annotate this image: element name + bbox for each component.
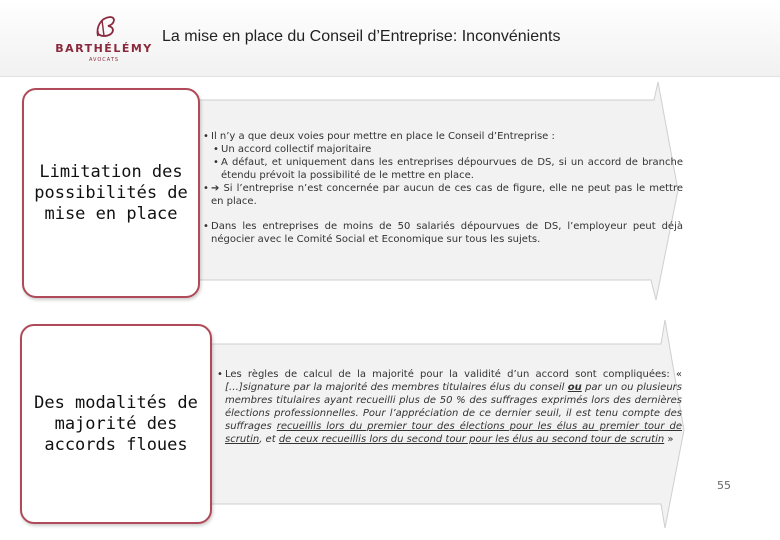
- logo-name: BARTHÉLÉMY: [55, 42, 153, 55]
- section2-text-2: […]signature par la majorité des membres titulaires élus du conseil: [225, 382, 568, 393]
- section2-text-7: de ceux recueillis lors du second tour pour les élus au second tour de scrutin: [278, 434, 665, 445]
- section1-content: • Il n’y a que deux voies pour mettre en place le Conseil d’Entreprise : • Un accord collectif majoritaire • A défaut, et uniquement dans les entreprises dépourvues de DS, si un accord de branche étendu prévoit la possibilité de le mettre en place. • ➔ Si l’entreprise n’est concernée par aucun de ces cas de figure, elle ne peut pas le mettre en place. • Dans les entreprises de moins de 50 salariés dépourvues de DS, l’employeur peut déjà négocier avec le Comité Social et Economique sur tous les sujets.: [203, 131, 683, 245]
- section2-text-1: Les règles de calcul de la majorité pour la validité d’un accord sont compliquées: «: [225, 369, 682, 380]
- section2-content: • Les règles de calcul de la majorité pour la validité d’un accord sont compliquées: « […]signature par la majorité des membres titulaires élus du conseil ou par un ou plusieurs membres titulaires ayant recueilli plus de 50 % des suffrages exprimés lors des dernières élections professionnelles. Pour l’appréciation de ce dernier seuil, il est tenu compte des suffrages recueillis lors du premier tour des élections pour les élus au premier tour de scrutin, et de ceux recueillis lors du second tour pour les élus au second tour de scrutin »: [217, 369, 682, 445]
- section1-sub-1: Un accord collectif majoritaire: [221, 144, 372, 155]
- arrow-right-icon: ➔: [211, 183, 220, 194]
- section1-bullet-2: Dans les entreprises de moins de 50 salariés dépourvues de DS, l’employeur peut déjà négocier avec le Comité Social et Economique sur tous les sujets.: [211, 221, 683, 245]
- section2-text-6: , et: [259, 434, 279, 445]
- header-bar: [0, 0, 780, 77]
- page-number: 55: [717, 479, 731, 492]
- section2-label-box: [20, 324, 212, 524]
- section1-label-box: [22, 88, 200, 298]
- section1-bullet-1: Il n’y a que deux voies pour mettre en place le Conseil d’Entreprise :: [211, 131, 555, 142]
- section1-label: Limitation des possibilités de mise en place: [34, 161, 188, 224]
- slide-title: La mise en place du Conseil d’Entreprise: Inconvénients: [162, 28, 561, 45]
- section1-sub-2: A défaut, et uniquement dans les entreprises dépourvues de DS, si un accord de branche étendu prévoit la possibilité de le mettre en place.: [221, 157, 683, 181]
- section2-label: Des modalités de majorité des accords floues: [34, 392, 198, 455]
- section2-text-8: »: [664, 434, 674, 445]
- section2-text-5: recueillis lors du premier tour des élections pour les élus au premier tour de scrutin: [225, 421, 682, 445]
- section2-text-4: par un ou plusieurs membres titulaires ayant recueilli plus de 50 % des suffrages exprimés lors des dernières élections professionnelles. Pour l’appréciation de ce dernier seuil, il est tenu compte des suffrages: [225, 382, 682, 432]
- section1-sub-3: Si l’entreprise n’est concernée par aucun de ces cas de figure, elle ne peut pas le mettre en place.: [211, 183, 683, 207]
- section2-text-ou: ou: [567, 382, 582, 393]
- logo-subtitle: AVOCATS: [88, 57, 120, 63]
- section2-paragraph: [225, 368, 682, 446]
- logo-monogram-icon: [84, 14, 124, 40]
